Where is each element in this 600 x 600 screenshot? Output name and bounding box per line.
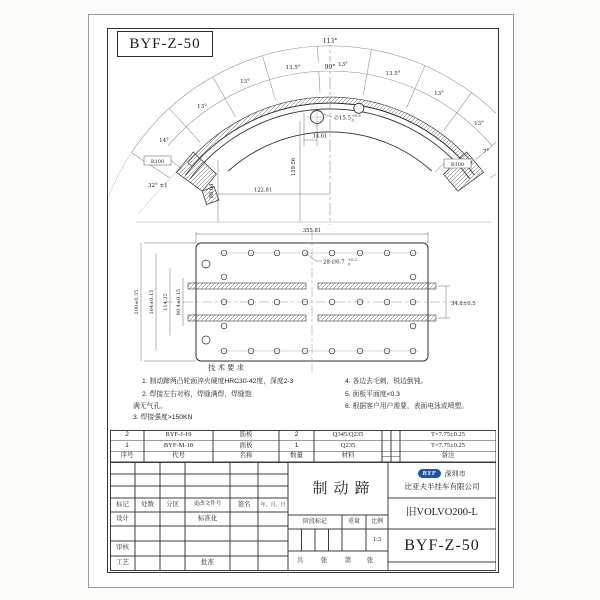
dim-holes-callout: 28-∅6.7 (323, 259, 345, 266)
tb-label-sign: 签名 (237, 500, 251, 508)
dim-width-3: 80.4±0.15 (176, 288, 182, 316)
part-row-material: Q345/Q235 (332, 431, 364, 439)
dim-holes-tol-up: +0.2 (348, 257, 358, 262)
drawing-number: BYF-Z-50 (404, 536, 480, 554)
dim-holes-tol-dn: 0 (348, 261, 351, 267)
rim-notch (354, 103, 364, 113)
dim-width-2: 114.22 (163, 293, 169, 311)
dim-seg-0: 14° (159, 138, 169, 144)
part-row-name: 面板 (239, 441, 253, 449)
brake-shoe-arc-view (108, 29, 496, 229)
tb-label-process: 工艺 (116, 559, 129, 567)
tb-label-zone: 分区 (166, 500, 179, 508)
tb-sheets-total-unit: 张 (320, 556, 328, 564)
tb-scale-value: 1:3 (372, 535, 382, 543)
model-number: 旧VOLVO200-L (406, 507, 478, 519)
dim-98-04: 98.04 (209, 183, 215, 199)
parts-header-no: 序号 (120, 452, 134, 460)
dim-seg-7: 13° (474, 121, 484, 127)
linear-dimension-lines (171, 113, 444, 222)
dim-width-0: 200±0.35 (134, 289, 140, 315)
company-cell (388, 462, 496, 498)
dim-seg-8: 7° (482, 149, 490, 155)
tb-label-stage: 阶段标记 (302, 519, 327, 525)
company-city: 深圳市 (444, 470, 466, 478)
dim-width-1: 164±0.15 (149, 289, 155, 315)
dim-seg-4: 13° (338, 62, 348, 68)
tb-label-approve: 批准 (201, 559, 214, 567)
corner-drawing-number: BYF-Z-50 (129, 35, 201, 52)
dim-r100-left: R100 (150, 159, 165, 165)
dim-lining-angle: 99° (324, 64, 336, 71)
tb-label-mark: 标记 (116, 500, 129, 508)
tech-req-item-5: 5. 面板平面度<0.3 (345, 391, 400, 398)
part-row-qty: 1 (294, 441, 299, 449)
dim-seg-6: 13° (434, 91, 444, 97)
tb-sheet-no-label: 第 (344, 556, 352, 564)
flat-dimension-lines (141, 232, 450, 361)
part-row-code: BYF-M-18 (163, 441, 194, 449)
tech-req-item-1: 1. 制动蹄两凸轮面淬火硬度HRC30-42度，深度2-3 (142, 378, 294, 385)
parts-header-material: 材料 (341, 452, 355, 460)
part-row-remark: T=7.75±0.25 (431, 431, 465, 439)
dim-r100-right: R100 (450, 162, 465, 168)
tb-label-design: 设计 (116, 514, 129, 522)
dim-total-angle: 113° (322, 38, 338, 45)
dim-hole-tol-up: +0.3 (351, 113, 361, 118)
parts-header-remark: 备注 (441, 452, 455, 460)
dim-angle-32: 32° ±1 (148, 183, 168, 189)
dim-depth: 34.8±0.5 (451, 301, 476, 307)
tb-label-weight: 重量 (347, 519, 360, 525)
tb-label-doc-no: 更改文件号 (193, 501, 222, 508)
dim-159-56: 159.56 (291, 157, 297, 177)
part-row-name: 筋板 (239, 431, 253, 439)
part-row-no: 1 (125, 441, 129, 449)
part-name: 制动蹄 (312, 480, 376, 497)
tech-req-item-3: 3. 焊接强度>150KN (133, 414, 193, 421)
tb-label-count: 处数 (141, 500, 154, 508)
tb-label-check: 审核 (116, 544, 129, 552)
company-name: 比亚夫半挂车有限公司 (404, 481, 480, 491)
company-logo: BYF (418, 469, 440, 478)
tb-label-date: 年、月、日 (260, 501, 286, 508)
tb-sheet-no-unit: 张 (366, 556, 374, 564)
dim-length: 355.81 (302, 228, 322, 234)
dim-seg-2: 13° (240, 79, 250, 85)
tb-label-scale: 比例 (370, 519, 383, 525)
part-row-remark: T=7.75±0.25 (431, 441, 465, 449)
parts-header-code: 代号 (172, 452, 185, 460)
brake-shoe-flat-view (108, 226, 496, 376)
dim-seg-5: 13.5° (385, 71, 401, 77)
dim-122-81: 122.81 (253, 187, 273, 194)
tech-req-item-2b: 满无气孔。 (133, 403, 167, 410)
tech-req-item-6: 6. 根据客户用户需要，表面电泳或喷塑。 (345, 403, 469, 410)
dim-hole-tol-dn: 0 (351, 117, 354, 123)
dim-seg-3: 13.5° (285, 65, 301, 71)
part-row-code: BYF-J-19 (165, 431, 192, 439)
part-row-qty: 2 (294, 431, 299, 439)
dim-14-61: 14.61 (312, 133, 328, 140)
dim-seg-1: 13° (197, 104, 207, 110)
dim-hole: ∅15.5 (334, 115, 352, 122)
tech-req-title: 技术要求 (208, 363, 246, 372)
tech-req-item-4: 4. 各边去毛刺，锐边倒钝。 (345, 378, 428, 385)
part-row-material: Q235 (340, 441, 356, 449)
parts-header-qty: 数量 (290, 452, 303, 460)
tb-sheets-total-label: 共 (296, 556, 304, 564)
part-row-no: 2 (125, 431, 129, 439)
parts-list (110, 430, 496, 462)
parts-header-name: 名称 (239, 452, 253, 460)
tech-req-item-2: 2. 焊接左右对称，焊缝满焊，焊缝饱 (142, 391, 252, 398)
tb-label-standard: 标准化 (197, 514, 218, 522)
